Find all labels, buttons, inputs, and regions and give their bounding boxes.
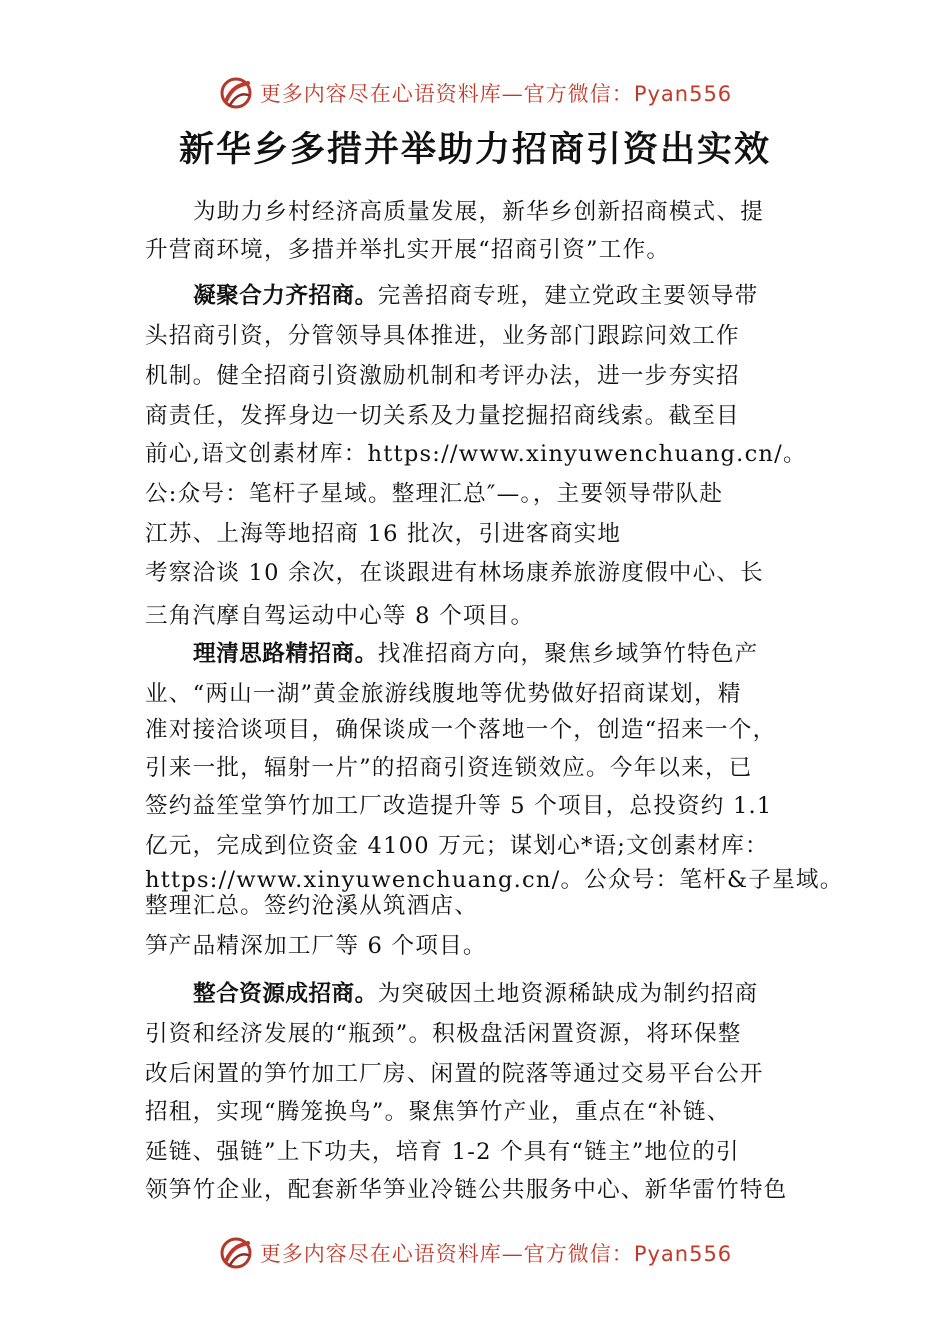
text-line bbox=[145, 398, 740, 430]
line-text: 商责任，发挥身边一切关系及力量挖掘招商线索。截至目 bbox=[145, 403, 740, 429]
section-heading: 凝聚合力齐招商。 bbox=[193, 283, 378, 309]
text-line bbox=[145, 1056, 764, 1088]
line-text: 引来一批，辐射一片”的招商引资连锁效应。今年以来，已 bbox=[145, 755, 753, 781]
section-heading: 整合资源成招商。 bbox=[193, 981, 378, 1007]
text-line bbox=[145, 358, 740, 390]
line-text: 三角汽摩自驾运动中心等 8 个项目。 bbox=[145, 603, 535, 629]
line-text: 为突破因土地资源稀缺成为制约招商 bbox=[377, 981, 759, 1007]
line-text: 前心,语文创素材库：https://www.xinyuwenchuang.cn/。 bbox=[145, 441, 807, 467]
line-text: 头招商引资，分管领导具体推进，业务部门跟踪问效工作 bbox=[145, 323, 740, 349]
text-line bbox=[145, 318, 740, 350]
text-line bbox=[145, 928, 487, 960]
text-line bbox=[145, 712, 776, 744]
text-line bbox=[145, 788, 773, 820]
line-text: 笋产品精深加工厂等 6 个项目。 bbox=[145, 933, 487, 959]
line-text: 改后闲置的笋竹加工厂房、闲置的院落等通过交易平台公开 bbox=[145, 1061, 764, 1087]
section-heading: 理清思路精招商。 bbox=[193, 641, 378, 667]
header-banner bbox=[0, 73, 950, 113]
text-line bbox=[145, 232, 670, 264]
text-line bbox=[145, 828, 769, 860]
text-line bbox=[145, 555, 764, 587]
banner-text: 更多内容尽在心语资料库—官方微信：Pyan556 bbox=[259, 82, 733, 106]
line-text: 升营商环境，多措并举扎实开展“招商引资”工作。 bbox=[145, 237, 671, 263]
footer-banner bbox=[0, 1233, 950, 1273]
line-text: 找准招商方向，聚焦乡域笋竹特色产 bbox=[377, 641, 759, 667]
text-line bbox=[145, 1172, 787, 1204]
line-text: 准对接洽谈项目，确保谈成一个落地一个，创造“招来一个， bbox=[145, 717, 777, 743]
text-line bbox=[145, 516, 621, 548]
text-line bbox=[145, 888, 478, 920]
line-text: https://www.xinyuwenchuang.cn/。公众号：笔杆&子星域。 bbox=[145, 867, 844, 893]
text-line bbox=[193, 278, 758, 310]
text-line bbox=[193, 976, 758, 1008]
logo-icon bbox=[218, 75, 254, 111]
text-line bbox=[145, 436, 807, 468]
line-text: 公:众号：笔杆子星域。整理汇总″—。，主要领导带队赴 bbox=[145, 481, 724, 507]
text-line bbox=[145, 750, 753, 782]
text-line bbox=[193, 194, 764, 226]
text-line bbox=[145, 598, 534, 630]
line-text: 签约益笙堂笋竹加工厂改造提升等 5 个项目，总投资约 1.1 bbox=[145, 793, 773, 819]
logo-icon bbox=[218, 1235, 254, 1271]
line-text: 领笋竹企业，配套新华笋业冷链公共服务中心、新华雷竹特色 bbox=[145, 1177, 788, 1203]
line-text: 业、“两山一湖”黄金旅游线腹地等优势做好招商谋划，精 bbox=[145, 681, 742, 707]
text-line bbox=[145, 1134, 740, 1166]
text-line bbox=[145, 1016, 742, 1048]
line-text: 江苏、上海等地招商 16 批次，引进客商实地 bbox=[145, 521, 622, 547]
text-line bbox=[193, 636, 758, 668]
line-text: 引资和经济发展的“瓶颈”。积极盘活闲置资源，将环保整 bbox=[145, 1021, 742, 1047]
line-text: 整理汇总。签约沧溪从筑酒店、 bbox=[145, 893, 479, 919]
text-line bbox=[145, 476, 723, 508]
text-line bbox=[145, 1094, 731, 1126]
page-title: 新华乡多措并举助力招商引资出实效 bbox=[178, 129, 771, 170]
line-text: 亿元，完成到位资金 4100 万元；谋划心*语;文创素材库： bbox=[145, 833, 769, 859]
line-text: 完善招商专班，建立党政主要领导带 bbox=[377, 283, 759, 309]
banner-text: 更多内容尽在心语资料库—官方微信：Pyan556 bbox=[259, 1242, 733, 1266]
line-text: 延链、强链”上下功夫，培育 1-2 个具有“链主”地位的引 bbox=[145, 1139, 740, 1165]
line-text: 为助力乡村经济高质量发展，新华乡创新招商模式、提 bbox=[193, 199, 765, 225]
line-text: 考察洽谈 10 余次，在谈跟进有林场康养旅游度假中心、长 bbox=[145, 560, 764, 586]
text-line bbox=[145, 676, 742, 708]
line-text: 机制。健全招商引资激励机制和考评办法，进一步夯实招 bbox=[145, 363, 740, 389]
line-text: 招租，实现“腾笼换鸟”。聚焦笋竹产业，重点在“补链、 bbox=[145, 1099, 731, 1125]
